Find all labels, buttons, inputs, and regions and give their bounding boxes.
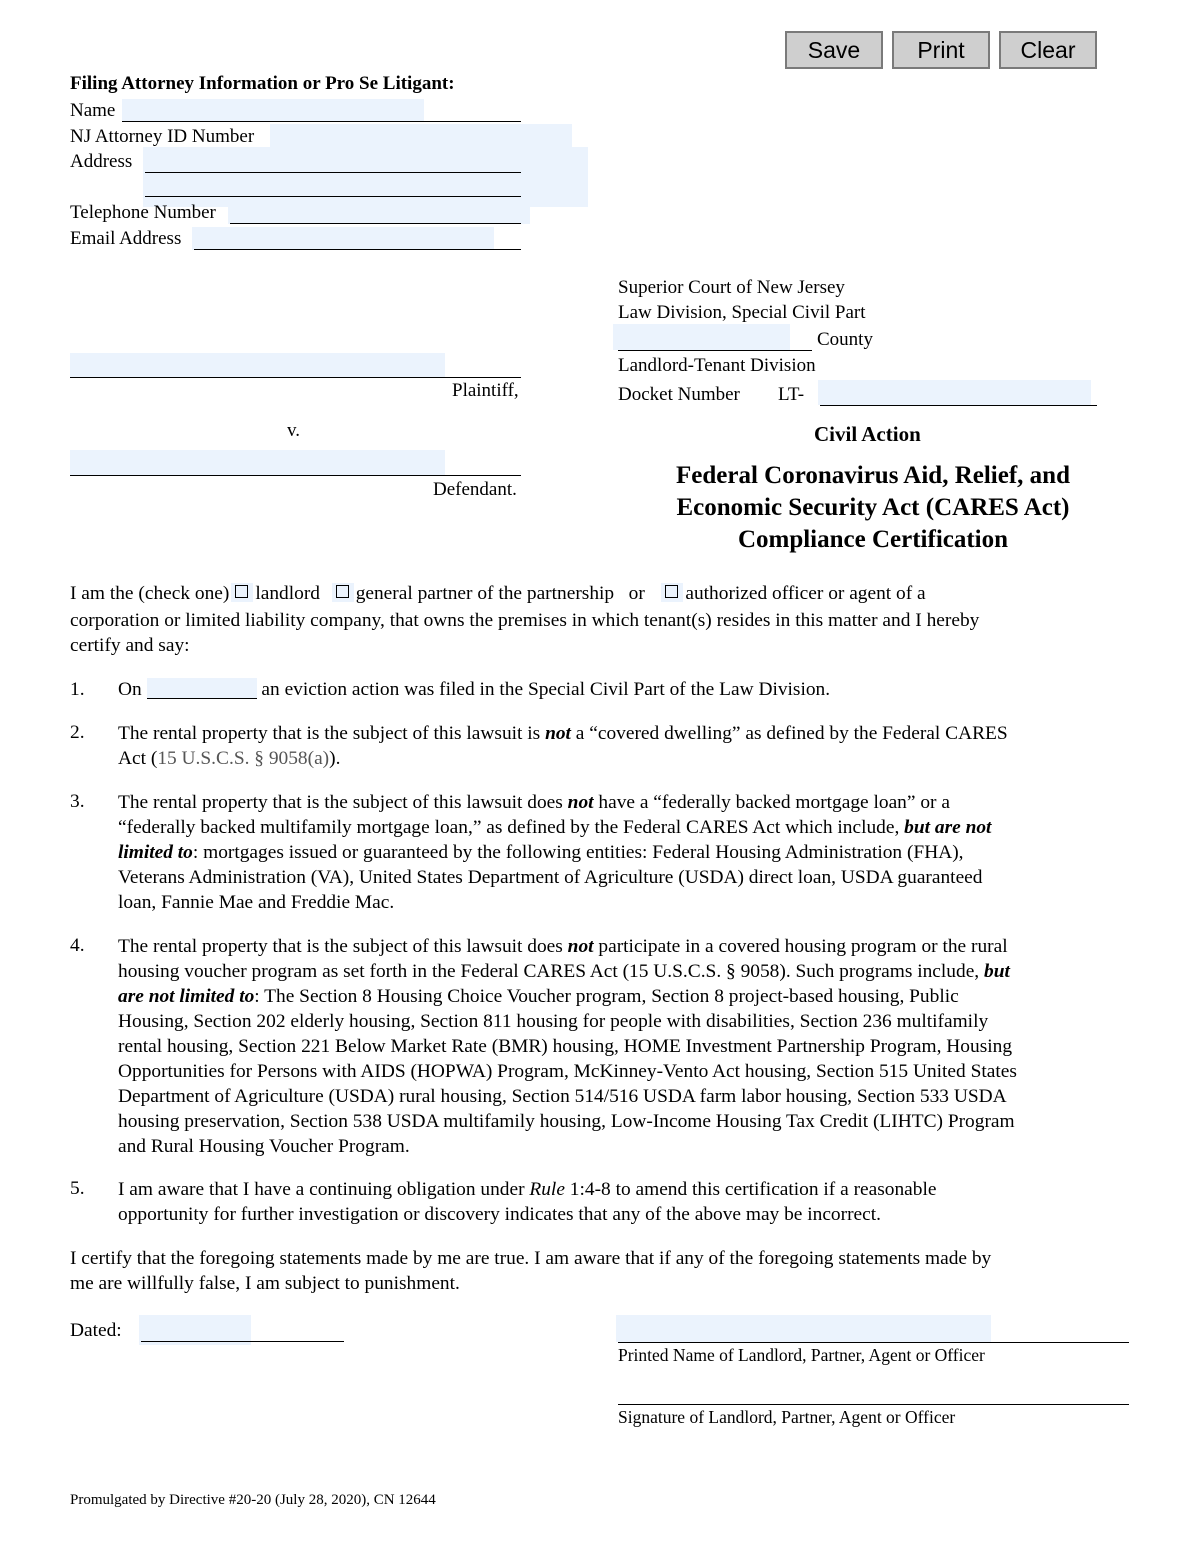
or-label: or bbox=[628, 583, 645, 604]
item-1 bbox=[118, 677, 830, 702]
certification-statement bbox=[70, 1246, 1130, 1296]
item-5-text-a: I am aware that I have a continuing obligation under bbox=[118, 1179, 525, 1200]
item-3 bbox=[118, 790, 1128, 915]
attorney-heading: Filing Attorney Information or Pro Se Litigant: bbox=[70, 73, 455, 94]
item-3-text-a: The rental property that is the subject of this lawsuit does bbox=[118, 792, 563, 813]
landlord-label: landlord bbox=[255, 583, 320, 604]
intro-line-3: certify and say: bbox=[70, 635, 190, 656]
item-5 bbox=[118, 1177, 1128, 1227]
item-4-text-f: rental housing, Section 221 Below Market Rate (BMR) housing, HOME Investment Partnership Program, Housing bbox=[118, 1036, 1013, 1057]
dated-label: Dated: bbox=[70, 1320, 122, 1341]
item-5-number: 5. bbox=[70, 1178, 85, 1199]
certification-line-1: I certify that the foregoing statements made by me are true. I am aware that if any of the foregoing statements made by bbox=[70, 1248, 992, 1269]
general-partner-label: general partner of the partnership bbox=[355, 583, 615, 604]
clear-button[interactable]: Clear bbox=[999, 31, 1097, 69]
docket-number-field[interactable] bbox=[818, 380, 1091, 405]
email-label: Email Address bbox=[70, 228, 182, 249]
item-4-text-b: participate in a covered housing program or the rural bbox=[598, 936, 1008, 957]
title-line-2: Economic Security Act (CARES Act) bbox=[676, 494, 1070, 521]
defendant-underline bbox=[70, 475, 521, 476]
address-field[interactable] bbox=[143, 147, 588, 207]
address-underline-1 bbox=[145, 172, 521, 173]
item-4-not: not bbox=[567, 936, 594, 957]
eviction-date-field[interactable] bbox=[147, 678, 257, 699]
docket-prefix: LT- bbox=[778, 384, 805, 405]
item-3-text-b: have a “federally backed mortgage loan” or a bbox=[598, 792, 950, 813]
item-3-text-f: loan, Fannie Mae and Freddie Mac. bbox=[118, 892, 395, 913]
item-4-text-i: housing preservation, Section 538 USDA multifamily housing, Low-Income Housing Tax Credit (LIHTC) Program bbox=[118, 1111, 1015, 1132]
general-partner-checkbox[interactable] bbox=[332, 583, 354, 602]
item-4-number: 4. bbox=[70, 935, 85, 956]
intro-line-2: corporation or limited liability company, that owns the premises in which tenant(s) resides in this matter and I hereby bbox=[70, 610, 980, 631]
county-field[interactable] bbox=[613, 324, 790, 350]
item-4-but: but bbox=[984, 961, 1010, 982]
save-button[interactable]: Save bbox=[785, 31, 883, 69]
intro-line-1 bbox=[70, 581, 926, 606]
title-line-1: Federal Coronavirus Aid, Relief, and bbox=[676, 462, 1070, 489]
county-label: County bbox=[817, 329, 873, 350]
item-5-text-b: 1:4-8 to amend this certification if a reasonable bbox=[569, 1179, 937, 1200]
versus-label: v. bbox=[287, 420, 301, 441]
item-2-text-c: Act ( bbox=[118, 748, 158, 769]
item-4-text-a: The rental property that is the subject of this lawsuit does bbox=[118, 936, 563, 957]
item-2-number: 2. bbox=[70, 722, 85, 743]
print-button[interactable]: Print bbox=[892, 31, 990, 69]
attorney-id-label: NJ Attorney ID Number bbox=[70, 126, 255, 147]
telephone-underline bbox=[230, 223, 521, 224]
defendant-label: Defendant. bbox=[433, 479, 517, 500]
plaintiff-label: Plaintiff, bbox=[452, 380, 519, 401]
name-label: Name bbox=[70, 100, 116, 121]
item-4-text-c: housing voucher program as set forth in the Federal CARES Act (15 U.S.C.S. § 9058). Such programs include, bbox=[118, 961, 980, 982]
telephone-field[interactable] bbox=[228, 201, 530, 224]
court-name: Superior Court of New Jersey bbox=[618, 277, 845, 298]
court-division: Law Division, Special Civil Part bbox=[618, 302, 866, 323]
item-2-text-a: The rental property that is the subject of this lawsuit is bbox=[118, 723, 541, 744]
item-3-text-c: “federally backed multifamily mortgage loan,” as defined by the Federal CARES Act which include, bbox=[118, 817, 900, 838]
civil-action-heading: Civil Action bbox=[814, 422, 921, 446]
title-line-3: Compliance Certification bbox=[737, 526, 1009, 553]
document-title bbox=[618, 460, 1128, 556]
item-4-text-e: Housing, Section 202 elderly housing, Section 811 housing for people with disabilities, Section 236 multifamily bbox=[118, 1011, 989, 1032]
item-5-rule: Rule bbox=[529, 1179, 565, 1200]
item-4 bbox=[118, 934, 1128, 1159]
docket-label: Docket Number bbox=[618, 384, 740, 405]
printed-name-label: Printed Name of Landlord, Partner, Agent or Officer bbox=[618, 1345, 985, 1365]
item-2-text-b: a “covered dwelling” as defined by the Federal CARES bbox=[575, 723, 1008, 744]
docket-underline bbox=[820, 405, 1097, 406]
email-field[interactable] bbox=[192, 227, 494, 250]
item-4-not-limited-to: are not limited to bbox=[118, 986, 255, 1007]
dated-underline bbox=[141, 1341, 344, 1342]
item-3-not: not bbox=[567, 792, 594, 813]
printed-name-field[interactable] bbox=[616, 1315, 991, 1342]
item-3-text-d: : mortgages issued or guaranteed by the following entities: Federal Housing Administration (FHA), bbox=[192, 842, 964, 863]
item-2-not: not bbox=[545, 723, 571, 744]
signature-label: Signature of Landlord, Partner, Agent or Officer bbox=[618, 1407, 956, 1427]
item-4-text-j: and Rural Housing Voucher Program. bbox=[118, 1136, 410, 1157]
item-4-text-d: : The Section 8 Housing Choice Voucher program, Section 8 project-based housing, Public bbox=[254, 986, 959, 1007]
certification-line-2: me are willfully false, I am subject to punishment. bbox=[70, 1273, 460, 1294]
item-3-but-not: but are not bbox=[904, 817, 992, 838]
item-4-text-h: Department of Agriculture (USDA) rural housing, Section 514/516 USDA farm labor housing, Section 533 USDA bbox=[118, 1086, 1007, 1107]
telephone-label: Telephone Number bbox=[70, 202, 216, 223]
attorney-id-field[interactable] bbox=[270, 124, 572, 148]
item-2 bbox=[118, 721, 1128, 771]
intro-text: I am the (check one) bbox=[70, 583, 230, 604]
name-field[interactable] bbox=[122, 99, 424, 122]
signature-underline bbox=[618, 1404, 1129, 1405]
item-5-text-c: opportunity for further investigation or discovery indicates that any of the above may be incorrect. bbox=[118, 1204, 881, 1225]
item-2-text-d: ). bbox=[329, 748, 341, 769]
landlord-tenant-division: Landlord-Tenant Division bbox=[618, 355, 816, 376]
authorized-officer-label: authorized officer or agent of a bbox=[685, 583, 926, 604]
plaintiff-field[interactable] bbox=[70, 353, 445, 378]
item-4-text-g: Opportunities for Persons with AIDS (HOPWA) Program, McKinney-Vento Act housing, Section 515 United States bbox=[118, 1061, 1017, 1082]
landlord-checkbox[interactable] bbox=[231, 583, 253, 602]
item-3-text-e: Veterans Administration (VA), United States Department of Agriculture (USDA) direct loan, USDA guaranteed bbox=[118, 867, 983, 888]
county-underline bbox=[618, 350, 812, 351]
email-underline bbox=[194, 249, 521, 250]
address-label: Address bbox=[70, 151, 133, 172]
item-1-on: On bbox=[118, 679, 142, 700]
item-3-number: 3. bbox=[70, 791, 85, 812]
item-1-text: an eviction action was filed in the Special Civil Part of the Law Division. bbox=[261, 679, 831, 700]
item-1-number: 1. bbox=[70, 679, 85, 700]
defendant-field[interactable] bbox=[70, 450, 445, 475]
footer-note: Promulgated by Directive #20-20 (July 28, 2020), CN 12644 bbox=[70, 1492, 436, 1508]
item-3-limited-to: limited to bbox=[118, 842, 193, 863]
authorized-officer-checkbox[interactable] bbox=[661, 583, 683, 602]
plaintiff-underline bbox=[70, 377, 521, 378]
item-2-citation: 15 U.S.C.S. § 9058(a) bbox=[157, 748, 330, 769]
address-underline-2 bbox=[145, 196, 521, 197]
printed-name-underline bbox=[618, 1342, 1129, 1343]
name-underline bbox=[122, 121, 521, 122]
